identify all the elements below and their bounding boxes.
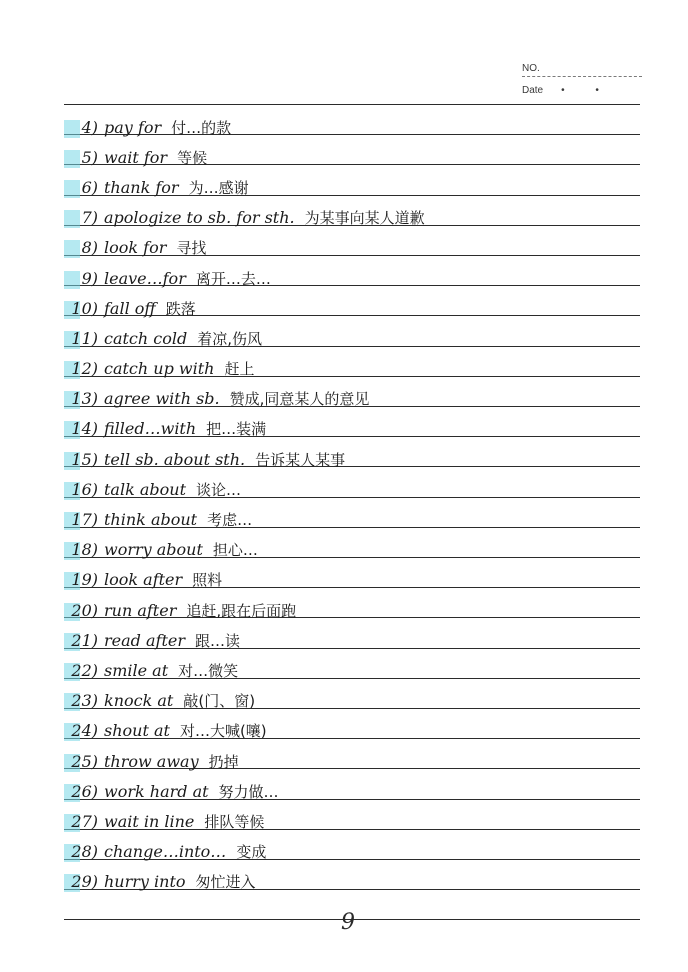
- list-item: [64, 776, 640, 806]
- list-item: [64, 293, 640, 323]
- english-phrase: change…into…: [104, 842, 227, 862]
- english-phrase: knock at: [104, 691, 174, 711]
- english-phrase: look after: [104, 570, 183, 590]
- item-number: 27): [64, 812, 104, 831]
- list-item: [64, 233, 640, 263]
- english-phrase: wait in line: [104, 811, 195, 831]
- list-item: [64, 354, 640, 384]
- chinese-meaning: 对…大喊(嚷): [179, 722, 267, 741]
- highlight-mark: [64, 150, 80, 168]
- chinese-meaning: 变成: [236, 843, 267, 862]
- english-phrase: pay for: [104, 117, 162, 137]
- chinese-meaning: 排队等候: [204, 812, 265, 831]
- page-header: [522, 56, 642, 97]
- chinese-meaning: 谈论…: [196, 480, 242, 499]
- chinese-meaning: 赶上: [224, 360, 255, 379]
- item-number: 12): [64, 359, 104, 378]
- chinese-meaning: 努力做…: [218, 782, 279, 801]
- list-item: [64, 565, 640, 595]
- english-phrase: run after: [104, 600, 177, 620]
- english-phrase: smile at: [104, 660, 169, 680]
- highlight-mark: [64, 120, 80, 138]
- chinese-meaning: 为某事向某人道歉: [304, 209, 425, 228]
- english-phrase: catch up with: [104, 359, 215, 379]
- chinese-meaning: 赞成,同意某人的意见: [229, 390, 370, 409]
- highlight-mark: [64, 210, 80, 228]
- item-number: 29): [64, 872, 104, 891]
- english-phrase: wait for: [104, 147, 168, 167]
- number-label: NO.: [522, 63, 540, 74]
- chinese-meaning: 对…微笑: [178, 661, 239, 680]
- english-phrase: read after: [104, 630, 185, 650]
- item-number: 25): [64, 752, 104, 771]
- english-phrase: apologize to sb. for sth.: [104, 208, 295, 228]
- english-phrase: agree with sb.: [104, 389, 220, 409]
- english-phrase: talk about: [104, 479, 187, 499]
- item-number: 13): [64, 389, 104, 408]
- phrase-list: [64, 112, 640, 897]
- list-item: [64, 595, 640, 625]
- chinese-meaning: 着凉,伤风: [197, 329, 263, 348]
- english-phrase: tell sb. about sth.: [104, 449, 246, 469]
- item-number: 7): [64, 208, 104, 227]
- item-number: 20): [64, 601, 104, 620]
- highlight-mark: [64, 240, 80, 258]
- list-item: [64, 535, 640, 565]
- list-item: [64, 142, 640, 172]
- chinese-meaning: 敲(门、窗): [183, 692, 256, 711]
- list-item: [64, 414, 640, 444]
- list-item: [64, 444, 640, 474]
- ruled-line: [64, 104, 640, 105]
- item-number: 5): [64, 148, 104, 167]
- date-label: Date: [522, 84, 544, 96]
- english-phrase: worry about: [104, 540, 203, 560]
- item-number: 22): [64, 661, 104, 680]
- item-number: 28): [64, 842, 104, 861]
- list-item: [64, 655, 640, 685]
- english-phrase: look for: [104, 238, 167, 258]
- item-number: 17): [64, 510, 104, 529]
- item-number: 8): [64, 238, 104, 257]
- item-number: 18): [64, 540, 104, 559]
- list-item: [64, 625, 640, 655]
- item-number: 24): [64, 721, 104, 740]
- list-item: [64, 172, 640, 202]
- chinese-meaning: 告诉某人某事: [255, 450, 346, 469]
- item-number: 21): [64, 631, 104, 650]
- list-item: [64, 837, 640, 867]
- chinese-meaning: 担心…: [212, 541, 258, 560]
- english-phrase: thank for: [104, 177, 179, 197]
- chinese-meaning: 跌落: [165, 299, 196, 318]
- english-phrase: catch cold: [104, 328, 188, 348]
- number-field: [522, 56, 642, 77]
- english-phrase: throw away: [104, 751, 199, 771]
- page-number: 9: [341, 910, 355, 935]
- english-phrase: shout at: [104, 721, 170, 741]
- highlight-mark: [64, 180, 80, 198]
- list-item: [64, 867, 640, 897]
- list-item: [64, 686, 640, 716]
- chinese-meaning: 离开…去…: [195, 269, 271, 288]
- chinese-meaning: 付…的款: [171, 118, 232, 137]
- item-number: 15): [64, 450, 104, 469]
- english-phrase: hurry into: [104, 872, 186, 892]
- chinese-meaning: 匆忙进入: [195, 873, 256, 892]
- item-number: 10): [64, 299, 104, 318]
- english-phrase: think about: [104, 510, 198, 530]
- english-phrase: fall off: [104, 298, 156, 318]
- list-item: [64, 746, 640, 776]
- chinese-meaning: 跟…读: [195, 631, 241, 650]
- item-number: 11): [64, 329, 104, 348]
- list-item: [64, 263, 640, 293]
- english-phrase: work hard at: [104, 781, 209, 801]
- list-item: [64, 716, 640, 746]
- list-item: [64, 806, 640, 836]
- list-item: [64, 504, 640, 534]
- date-dots: • •: [561, 84, 613, 96]
- item-number: 9): [64, 269, 104, 288]
- list-item: [64, 474, 640, 504]
- date-field: [522, 83, 642, 97]
- item-number: 19): [64, 570, 104, 589]
- item-number: 4): [64, 118, 104, 137]
- chinese-meaning: 寻找: [176, 239, 207, 258]
- english-phrase: filled…with: [104, 419, 197, 439]
- list-item: [64, 203, 640, 233]
- chinese-meaning: 为…感谢: [188, 178, 249, 197]
- item-number: 16): [64, 480, 104, 499]
- item-number: 6): [64, 178, 104, 197]
- chinese-meaning: 照料: [192, 571, 223, 590]
- chinese-meaning: 把…装满: [206, 420, 267, 439]
- chinese-meaning: 考虑…: [207, 511, 253, 530]
- item-number: 26): [64, 782, 104, 801]
- highlight-mark: [64, 271, 80, 289]
- list-item: [64, 384, 640, 414]
- item-number: 14): [64, 419, 104, 438]
- chinese-meaning: 等候: [177, 148, 208, 167]
- english-phrase: leave…for: [104, 268, 186, 288]
- chinese-meaning: 扔掉: [208, 752, 239, 771]
- chinese-meaning: 追赶,跟在后面跑: [186, 601, 297, 620]
- item-number: 23): [64, 691, 104, 710]
- list-item: [64, 112, 640, 142]
- list-item: [64, 323, 640, 353]
